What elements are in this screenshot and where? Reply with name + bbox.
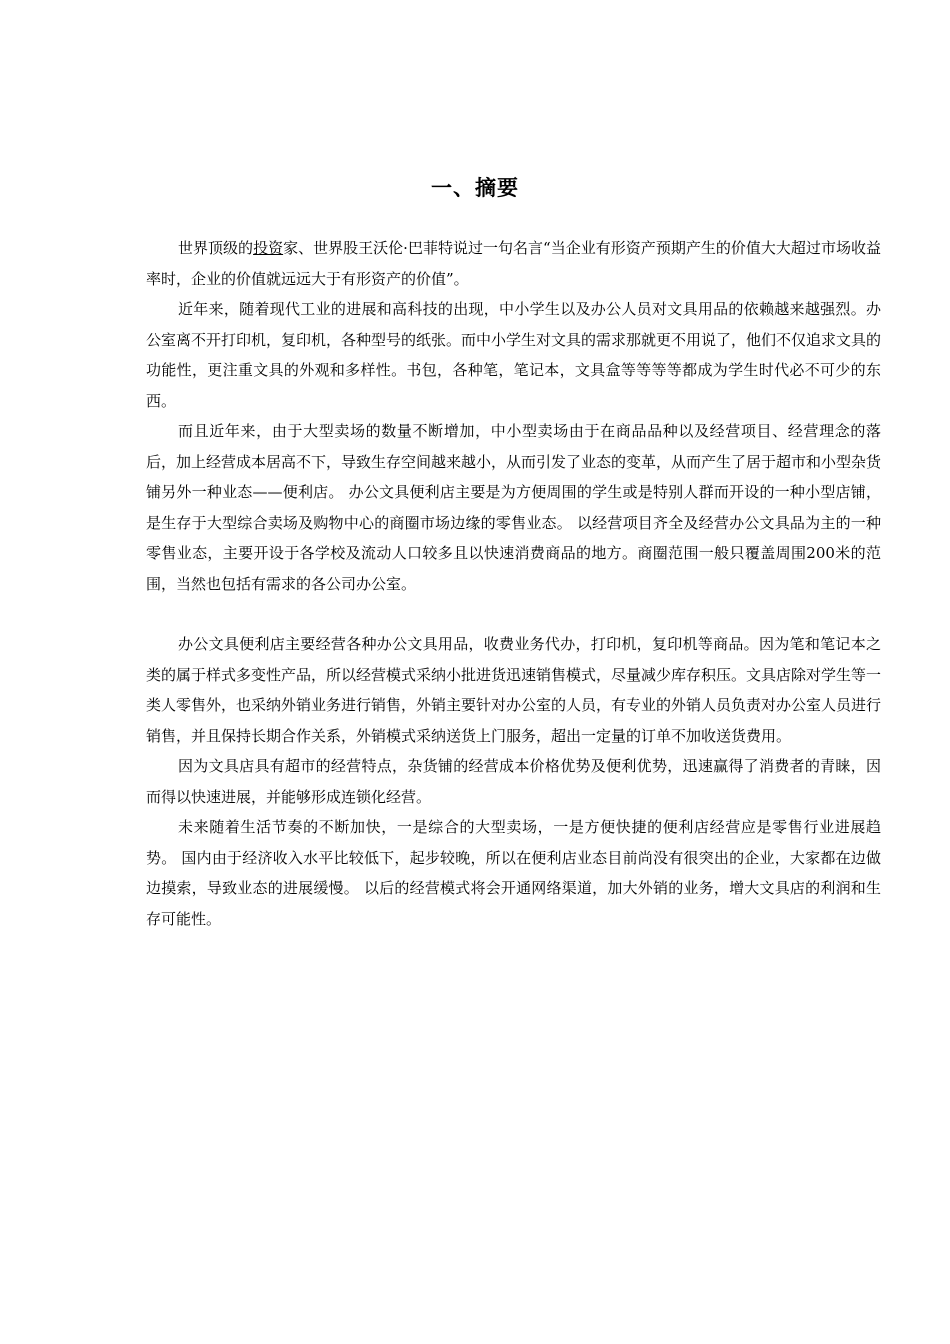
investment-link[interactable]: 投资 [253,239,284,257]
page-title: 一、摘要 [431,176,519,201]
document-body [146,233,881,934]
paragraph-future-trend: 未来随着生活节奏的不断加快，一是综合的大型卖场，一是方便快捷的便利店经营应是零售行业进展趋势。 国内由于经济收入水平比较低下，起步较晚，所以在便利店业态目前尚没有很突出的企业，大家都在边做边摸索，导致业态的进展缓慢。 以后的经营模式将会开通网络渠道，加大外销的业务，增大文具店的利润和生存可能性。 [146,818,881,928]
paragraph-stationery-demand: 近年来，随着现代工业的进展和高科技的出现，中小学生以及办公人员对文具用品的依赖越来越强烈。办公室离不开打印机，复印机，各种型号的纸张。而中小学生对文具的需求那就更不用说了，他们不仅追求文具的功能性，更注重文具的外观和多样性。书包，各种笔，笔记本，文具盒等等等等都成为学生时代必不可少的东西。 [146,300,882,410]
paragraph-text: 世界顶级的 [178,239,254,257]
paragraph-text: 家、世界股王沃伦·巴菲特说过一句名言“当企业有形资产预期产生的价值大大超过市场收益率时，企业的价值就远远大于有形资产的价值”。 [146,239,881,288]
paragraph-convenience-store: 而且近年来，由于大型卖场的数量不断增加，中小型卖场由于在商品品种以及经营项目、经营理念的落后，加上经营成本居高不下，导致生存空间越来越小，从而引发了业态的变革，从而产生了居于超市和小型杂货铺另外一种业态——便利店。 办公文具便利店主要是为方便周围的学生或是特别人群而开设的一种小型店铺，是生存于大型综合卖场及购物中心的商圈市场边缘的零售业态。 以经营项目齐全及经营办公文具品为主的一种零售业态，主要开设于各学校及流动人口较多且以快速消费商品的地方。商圈范围一般只覆盖周围200米的范围，当然也包括有需求的各公司办公室。 [146,422,882,593]
paragraph-buffett-quote [146,233,881,294]
paragraph-business-model: 办公文具便利店主要经营各种办公文具用品，收费业务代办，打印机，复印机等商品。因为笔和笔记本之类的属于样式多变性产品，所以经营模式采纳小批进货迅速销售模式，尽量减少库存积压。文具店除对学生等一类人零售外，也采纳外销业务进行销售，外销主要针对办公室的人员，有专业的外销人员负责对办公室人员进行销售，并且保持长期合作关系，外销模式采纳送货上门服务，超出一定量的订单不加收送货费用。 [146,635,882,745]
paragraph-advantages: 因为文具店具有超市的经营特点，杂货铺的经营成本价格优势及便利优势，迅速赢得了消费者的青睐，因而得以快速进展，并能够形成连锁化经营。 [146,757,881,806]
